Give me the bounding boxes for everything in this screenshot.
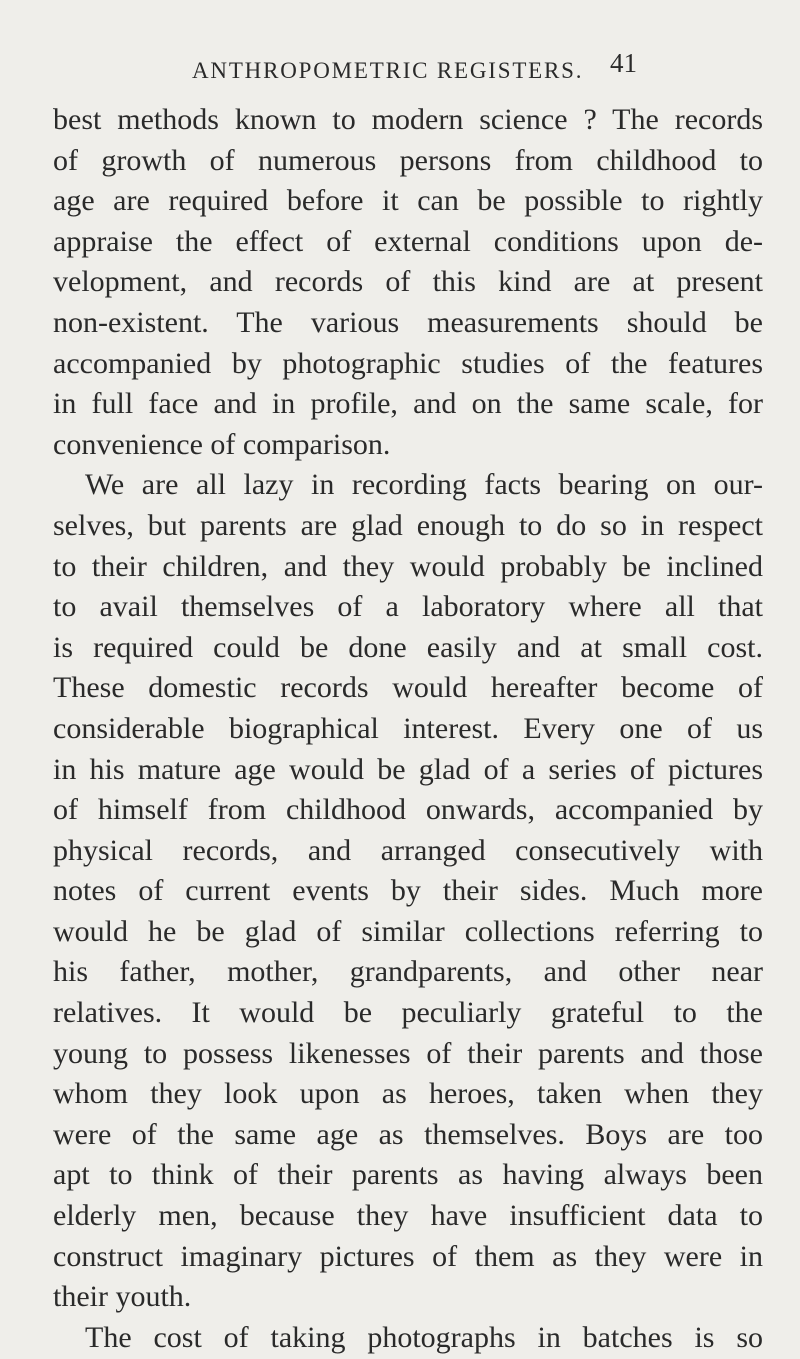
text-line: their youth. (53, 1280, 192, 1314)
text-line: in his mature age would be glad of a series of pictures (53, 752, 763, 786)
text-line: of himself from childhood onwards, accompanied by (53, 793, 763, 827)
text-line: young to possess likenesses of their parents and those (53, 1036, 763, 1070)
text-line: accompanied by photographic studies of the features (53, 346, 763, 380)
page-number: 41 (610, 48, 637, 78)
text-line: his father, mother, grandparents, and other near (53, 955, 763, 989)
text-line: elderly men, because they have insufficient data to (53, 1199, 763, 1233)
text-line: relatives. It would be peculiarly grateful to the (53, 996, 763, 1030)
text-line: considerable biographical interest. Every one of us (53, 711, 763, 745)
text-line: These domestic records would hereafter become of (53, 671, 763, 705)
text-line: to their children, and they would probably be inclined (53, 549, 763, 583)
text-line: were of the same age as themselves. Boys are too (53, 1117, 763, 1151)
text-line: The cost of taking photographs in batches is so (85, 1320, 763, 1354)
running-title: ANTHROPOMETRIC REGISTERS. (192, 58, 584, 83)
text-line: appraise the effect of external conditions upon de- (53, 224, 763, 258)
text-line: is required could be done easily and at small cost. (53, 630, 763, 664)
text-line: to avail themselves of a laboratory where all that (53, 590, 763, 624)
text-line: construct imaginary pictures of them as they were in (53, 1239, 763, 1273)
text-line: would he be glad of similar collections referring to (53, 914, 763, 948)
text-line: of growth of numerous persons from childhood to (53, 143, 763, 177)
text-line: whom they look upon as heroes, taken when they (53, 1077, 763, 1111)
text-line: convenience of comparison. (53, 427, 391, 461)
text-line: best methods known to modern science ? The records (53, 103, 763, 136)
text-line: physical records, and arranged consecutively with (53, 833, 763, 867)
page-header (0, 48, 800, 88)
text-line: age are required before it can be possible to rightly (53, 184, 763, 218)
text-line: apt to think of their parents as having always been (53, 1158, 763, 1192)
text-line: We are all lazy in recording facts bearing on our- (85, 468, 763, 502)
text-line: non-existent. The various measurements should be (53, 305, 763, 339)
text-line: notes of current events by their sides. Much more (53, 874, 763, 908)
text-line: selves, but parents are glad enough to do so in respect (53, 508, 763, 542)
text-line: in full face and in profile, and on the same scale, for (53, 387, 763, 421)
body-text (53, 100, 763, 1358)
text-line: velopment, and records of this kind are at present (53, 265, 763, 299)
